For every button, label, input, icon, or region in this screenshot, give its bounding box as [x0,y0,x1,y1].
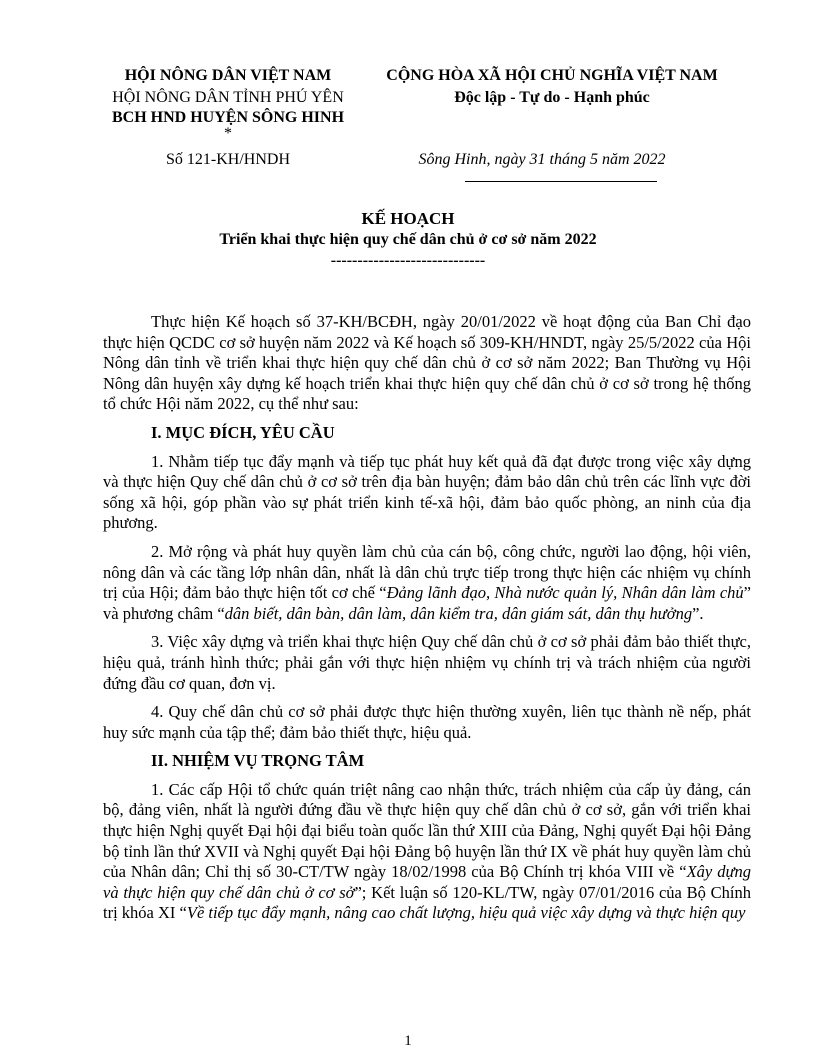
country-name: CỘNG HÒA XÃ HỘI CHỦ NGHĨA VIỆT NAM [386,67,718,84]
star-mark: * [224,125,232,142]
intro-paragraph: Thực hiện Kế hoạch số 37-KH/BCĐH, ngày 20/01/2022 về hoạt động của Ban Chỉ đạo thực hiện QCDC cơ sở huyện năm 2022 và Kế hoạch số 309-KH/HNDT, ngày 25/5/2022 của Hội Nông dân tỉnh về triển khai thực hiện quy chế dân chủ ở cơ sở năm 2022; Ban Thường vụ Hội Nông dân huyện xây dựng kế hoạch triển khai thực hiện quy chế dân chủ ở cơ sở trong hệ thống tổ chức Hội năm 2022, cụ thể như sau: [103,312,751,414]
section-1-item-3: 3. Việc xây dựng và triển khai thực hiện Quy chế dân chủ ở cơ sở phải đảm bảo thiết thực, hiệu quả, tránh hình thức; phải gắn với thực hiện nhiệm vụ chính trị và trách nhiệm của người đứng đầu cơ quan, đơn vị. [103,632,751,693]
text-run: ”. [692,603,704,623]
quoted-conclusion: Về tiếp tục đẩy mạnh, nâng cao chất lượng, hiệu quả việc xây dựng và thực hiện quy [186,903,746,923]
section-2-heading: II. NHIỆM VỤ TRỌNG TÂM [151,751,365,771]
text-run: 1. Các cấp Hội tổ chức quán triệt nâng cao nhận thức, trách nhiệm của cấp ủy đảng, cán bộ, đảng viên, nhất là người đứng đầu về thực hiện quy chế dân chủ ở cơ sở, gắn với triển khai thực hiện Nghị quyết Đại hội đại biểu toàn quốc lần thứ XIII của Đảng, Nghị quyết Đại hội Đảng bộ tỉnh lần thứ XVII và Nghị quyết Đại hội Đảng bộ huyện lần thứ IX về phát huy quyền làm chủ của Nhân dân; Chỉ thị số 30-CT/TW ngày 18/02/1998 của Bộ Chính trị khóa VIII về “ [103,779,751,882]
quoted-motto: dân biết, dân bàn, dân làm, dân kiểm tra, dân giám sát, dân thụ hưởng [224,603,693,623]
section-2-item-1 [103,780,751,924]
text-run: 2. Mở rộng và phát huy quyền làm chủ của cán bộ, công chức, người lao động, hội viên, nông dân và các tầng lớp nhân dân, nhất là dân chủ trực tiếp trong thực hiện các nhiệm vụ chính trị của Hội; đảm bảo thực hiện tốt cơ chế “ [103,541,751,603]
place-date: Sông Hinh, ngày 31 tháng 5 năm 2022 [418,151,666,168]
section-1-item-1: 1. Nhằm tiếp tục đẩy mạnh và tiếp tục phát huy kết quả đã đạt được trong việc xây dựng và thực hiện Quy chế dân chủ ở cơ sở trên địa bàn huyện; đảm bảo dân chủ trên các lĩnh vực đời sống xã hội, góp phần vào sự phát triển kinh tế-xã hội, đảm bảo quốc phòng, an ninh của địa phương. [103,451,751,533]
page-number: 1 [404,1033,412,1049]
org-line-3: BCH HND HUYỆN SÔNG HINH [111,109,345,126]
text-run: ” và phương châm “ [103,583,751,623]
motto-underline [465,181,657,182]
document-title: KẾ HOẠCH [361,209,455,228]
org-line-2: HỘI NÔNG DÂN TỈNH PHÚ YÊN [112,89,344,106]
document-subtitle: Triển khai thực hiện quy chế dân chủ ở cơ sở năm 2022 [219,231,597,248]
document-title-block [0,208,816,271]
section-1-heading: I. MỤC ĐÍCH, YÊU CẦU [151,422,335,442]
section-1-item-4: 4. Quy chế dân chủ cơ sở phải được thực hiện thường xuyên, liên tục thành nề nếp, phát huy sức mạnh của tập thể; đảm bảo thiết thực, hiệu quả. [103,702,751,742]
org-line-1: HỘI NÔNG DÂN VIỆT NAM [124,67,332,84]
quoted-principle: Đảng lãnh đạo, Nhà nước quản lý, Nhân dân làm chủ [386,583,744,603]
document-body [103,312,751,924]
section-1-item-2 [103,542,751,624]
doc-number: Số 121-KH/HNDH [166,151,290,168]
national-motto: Độc lập - Tự do - Hạnh phúc [454,89,650,106]
document-header [0,66,816,176]
text-run: ”; Kết luận số 120-KL/TW, ngày 07/01/2016 của Bộ Chính trị khóa XI “ [103,882,751,923]
title-divider: ----------------------------- [330,252,486,269]
quoted-directive: Xây dựng và thực hiện quy chế dân chủ ở cơ sở [103,862,751,902]
